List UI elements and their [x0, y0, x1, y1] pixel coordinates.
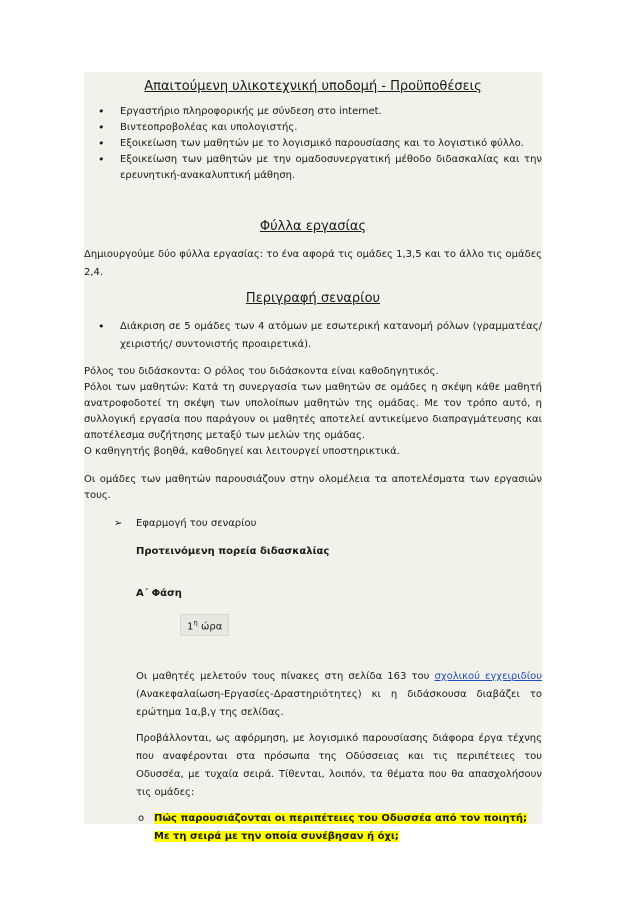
- application-item: [84, 516, 542, 532]
- projection-paragraph: Προβάλλονται, ως αφόρμηση, με λογισμικό παρουσίασης διάφορα έργα τέχνης που αναφέρονται στα πρόσωπα της Οδύσσειας και τις περιπέτειες του Οδυσσέα, με τυχαία σειρά. Τίθενται, λοιπόν, τα θέματα που θα απασχολήσουν τις ομάδες:: [136, 733, 542, 799]
- list-item: • Διάκριση σε 5 ομάδες των 4 ατόμων με εσωτερική κατανομή ρόλων (γραμματέας/ χειριστής/ συντονιστής προαιρετικά).: [84, 318, 542, 354]
- list-item: • Εξοικείωση των μαθητών με το λογισμικό παρουσίασης και το λογιστικό φύλλο.: [84, 136, 542, 152]
- textbook-link[interactable]: σχολικού εγχειριδίου: [434, 671, 542, 683]
- question-item: [84, 810, 542, 846]
- question-text: Πώς παρουσιάζονται οι περιπέτειες του Οδυσσέα από τον ποιητή; Με τη σειρά με την οποία συνέβησαν ή όχι;: [154, 813, 527, 843]
- heading-infrastructure: Απαιτούμενη υλικοτεχνική υποδομή - Προϋποθέσεις: [144, 79, 482, 94]
- roles-students: Ρόλοι των μαθητών: Κατά τη συνεργασία των μαθητών σε ομάδες η σκέψη κάθε μαθητή ανατροφοδοτεί τη σκέψη των υπολοίπων μαθητών της ομάδας. Με τον τρόπο αυτό, η συλλογική εργασία που παράγουν οι μαθητές αποτελεί αντικείμενο διαπραγμάτευσης και αποτέλεσμα συζήτησης μεταξύ των μελών της ομάδας.: [84, 382, 542, 441]
- list-item: • Εργαστήριο πληροφορικής με σύνδεση στο internet.: [84, 104, 542, 120]
- scenario-list: [84, 318, 542, 354]
- worksheets-text: Δημιουργούμε δύο φύλλα εργασίας: το ένα αφορά τις ομάδες 1,3,5 και το άλλο τις ομάδες 2,4.: [84, 249, 542, 278]
- presentation-paragraph: Οι ομάδες των μαθητών παρουσιάζουν στην ολομέλεια τα αποτελέσματα των εργασιών τους.: [84, 474, 542, 501]
- document-content: [84, 72, 542, 846]
- study-text-before: Οι μαθητές μελετούν τους πίνακες στη σελίδα 163 του: [136, 671, 435, 683]
- list-item: • Βιντεοπροβολέας και υπολογιστής.: [84, 120, 542, 136]
- hour-superscript: η: [193, 619, 198, 627]
- hour-row: [84, 614, 542, 636]
- phase-title: Α΄ Φάση: [136, 588, 182, 599]
- arrow-bullet-icon: ➢: [114, 518, 123, 529]
- roles-teacher: Ρόλος του διδάσκοντα: Ο ρόλος του διδάσκοντα είναι καθοδηγητικός.: [84, 366, 439, 377]
- hour-number: 1: [187, 621, 194, 633]
- hour-label: [180, 614, 229, 636]
- hour-word: ώρα: [197, 621, 223, 633]
- heading-scenario: Περιγραφή σεναρίου: [245, 291, 381, 306]
- study-text-after: (Ανακεφαλαίωση-Εργασίες-Δραστηριότητες) κι η διδάσκουσα διαβάζει το ερώτημα 1α,β,γ της σελίδας.: [136, 689, 542, 719]
- study-paragraph: [84, 668, 542, 722]
- roles-teacher-support: Ο καθηγητής βοηθά, καθοδηγεί και λειτουργεί υποστηρικτικά.: [84, 446, 400, 457]
- list-item: • Εξοικείωση των μαθητών με την ομαδοσυνεργατική μέθοδο διδασκαλίας και την ερευνητική-ανακαλυπτική μάθηση.: [84, 152, 542, 184]
- circle-bullet-icon: o: [138, 813, 145, 825]
- proposed-course: Προτεινόμενη πορεία διδασκαλίας: [136, 546, 330, 557]
- application-item-label: Εφαρμογή του σεναρίου: [136, 518, 257, 529]
- heading-worksheets: Φύλλα εργασίας: [259, 219, 367, 234]
- infrastructure-list: [84, 104, 542, 184]
